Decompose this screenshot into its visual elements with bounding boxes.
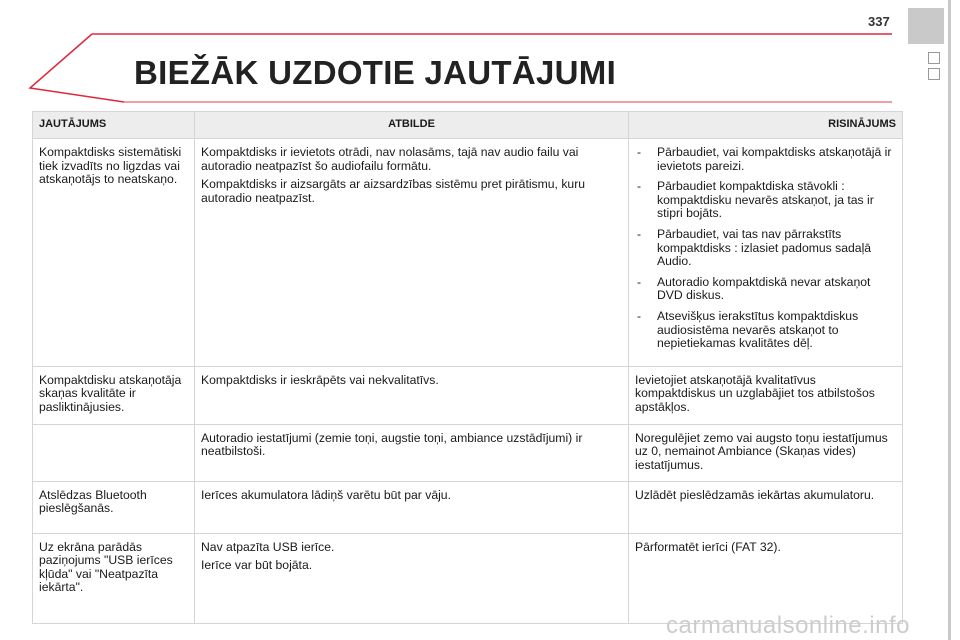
table-row: [33, 366, 903, 424]
title-banner: [0, 0, 900, 110]
answer-cell: [195, 366, 629, 424]
sidebar-box-icon: [928, 68, 940, 80]
chapter-tab: [908, 8, 944, 44]
answer-cell: [195, 424, 629, 481]
solution-text: Pārbaudiet kompaktdiska stāvokli : kompaktdisku nevarēs atskaņot, ja tas ir stipri bojāts.: [657, 179, 874, 221]
solution-cell: Ievietojiet atskaņotājā kvalitatīvus kompaktdiskus un uzglabājiet tos atbilstošos apstākļos.: [629, 366, 903, 424]
solution-list: [635, 146, 896, 351]
solution-item: - Autoradio kompaktdiskā nevar atskaņot DVD diskus.: [637, 274, 871, 303]
solution-item: - Pārbaudiet, vai tas nav pārrakstīts kompaktdisks : izlasiet padomus sadaļā Audio.: [637, 226, 872, 269]
solution-cell: Pārformatēt ierīci (FAT 32).: [629, 533, 903, 623]
answer-cell: [195, 481, 629, 533]
answer-text: Ierīces akumulatora lādiņš varētu būt par vāju.: [201, 487, 451, 502]
solution-text: Pārbaudiet, vai kompaktdisks atskaņotājā ir ievietots pareizi.: [657, 145, 892, 173]
answer-text: Kompaktdisks ir ievietots otrādi, nav nolasāms, tajā nav audio failu vai autoradio neatpazīst šo audiofailu formātu.: [201, 145, 579, 173]
header-solution: RISINĀJUMS: [629, 112, 903, 139]
solution-cell: Noregulējiet zemo vai augsto toņu iestatījumus uz 0, nemainot Ambiance (Skaņas vides) iestatījumus.: [629, 424, 903, 481]
solution-cell: [629, 139, 903, 367]
faq-table: [32, 111, 903, 624]
table-row: [33, 481, 903, 533]
page-number: 337: [868, 14, 890, 29]
question-cell: Kompaktdisku atskaņotāja skaņas kvalitāte ir pasliktinājusies.: [33, 366, 195, 424]
header-question: JAUTĀJUMS: [33, 112, 195, 139]
table-row: [33, 533, 903, 623]
answer-text: Kompaktdisks ir aizsargāts ar aizsardzības sistēmu pret pirātismu, kuru autoradio neatpazīst.: [201, 177, 586, 205]
sidebar-stripe: [948, 0, 951, 640]
header-answer: ATBILDE: [195, 112, 629, 139]
solution-text: Autoradio kompaktdiskā nevar atskaņot DVD diskus.: [657, 274, 871, 303]
table-row: [33, 424, 903, 481]
solution-item: - Atsevišķus ierakstītus kompaktdiskus audiosistēma nevarēs atskaņot to nepietiekamas kvalitātes dēļ.: [637, 308, 859, 351]
table-header-row: [33, 112, 903, 139]
solution-item: - Pārbaudiet, vai kompaktdisks atskaņotājā ir ievietots pareizi.: [637, 145, 892, 173]
solution-item: - Pārbaudiet kompaktdiska stāvokli : kompaktdisku nevarēs atskaņot, ja tas ir stipri bojāts.: [637, 179, 874, 221]
page-title: BIEŽĀK UZDOTIE JAUTĀJUMI: [134, 54, 617, 91]
solution-cell: Uzlādēt pieslēdzamās iekārtas akumulatoru.: [629, 481, 903, 533]
question-cell: Uz ekrāna parādās paziņojums "USB ierīces kļūda" vai "Neatpazīta iekārta".: [33, 533, 195, 623]
answer-text: Autoradio iestatījumi (zemie toņi, augstie toņi, ambiance uzstādījumi) ir neatbilstoši.: [201, 430, 583, 459]
answer-text: Kompaktdisks ir ieskrāpēts vai nekvalitatīvs.: [201, 372, 439, 387]
table-row: [33, 139, 903, 367]
title-frame-left: [30, 34, 124, 102]
sidebar-box-icon: [928, 52, 940, 64]
watermark: [0, 612, 960, 640]
solution-text: Pārbaudiet, vai tas nav pārrakstīts kompaktdisks : izlasiet padomus sadaļā Audio.: [657, 226, 872, 269]
answer-text: Ierīce var būt bojāta.: [201, 558, 313, 573]
question-cell: [33, 424, 195, 481]
answer-cell: [195, 139, 629, 367]
question-cell: Atslēdzas Bluetooth pieslēgšanās.: [33, 481, 195, 533]
solution-text: Atsevišķus ierakstītus kompaktdiskus audiosistēma nevarēs atskaņot to nepietiekamas kvalitātes dēļ.: [657, 308, 859, 351]
watermark-text: carmanualsonline.info: [666, 612, 910, 639]
question-cell: Kompaktdisks sistemātiski tiek izvadīts no ligzdas vai atskaņotājs to neatskaņo.: [33, 139, 195, 367]
answer-cell: [195, 533, 629, 623]
answer-text: Nav atpazīta USB ierīce.: [201, 539, 335, 554]
